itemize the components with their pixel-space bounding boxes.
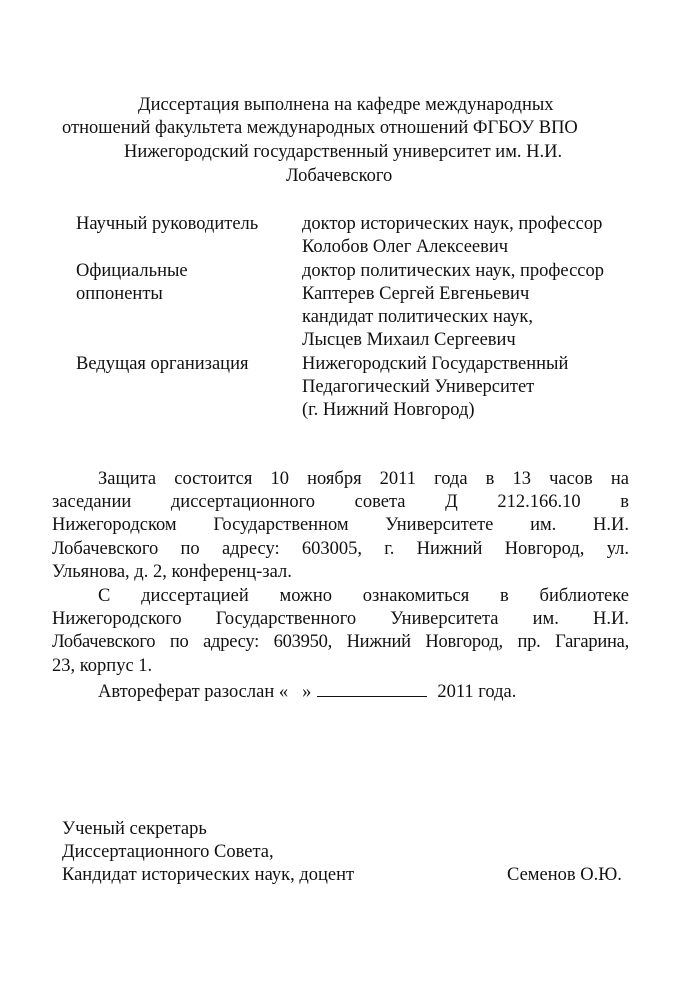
heading-line-2: отношений факультета международных отношений ФГБОУ ВПО [62, 118, 578, 138]
mailing-suffix: 2011 года. [437, 682, 517, 702]
opponent-2-degree: кандидат политических наук, [302, 307, 533, 327]
opponent-1-name: Каптерев Сергей Евгеньевич [302, 284, 530, 304]
mailing-line [98, 678, 516, 704]
opponents-label-line-1: Официальные [76, 261, 188, 281]
signature-line-2: Диссертационного Совета, [62, 842, 274, 862]
heading-line-4: Лобачевского [286, 166, 393, 186]
mailing-prefix: Автореферат разослан « [98, 682, 289, 702]
org-line-3: (г. Нижний Новгород) [302, 400, 475, 420]
defense-line-5: Ульянова, д. 2, конференц-зал. [52, 562, 292, 582]
mailing-middle: » [302, 682, 312, 702]
opponent-1-degree: доктор политических наук, профессор [302, 261, 604, 281]
signature-line-1: Ученый секретарь [62, 819, 207, 839]
opponent-2-name: Лысцев Михаил Сергеевич [302, 330, 516, 350]
defense-line-1: Защита состоится 10 ноября 2011 года в 13 часов на [98, 469, 629, 489]
signature-line-3: Кандидат исторических наук, доцент [62, 865, 355, 885]
supervisor-name: Колобов Олег Алексеевич [302, 237, 509, 257]
supervisor-degree: доктор исторических наук, профессор [302, 214, 603, 234]
library-line-3: Лобачевского по адресу: 603950, Нижний Новгород, пр. Гагарина, [52, 632, 629, 652]
heading-line-3: Нижегородский государственный университет им. Н.И. [124, 142, 563, 162]
library-line-1: С диссертацией можно ознакомиться в библиотеке [98, 586, 629, 606]
supervisor-label: Научный руководитель [76, 214, 259, 234]
defense-line-3: Нижегородском Государственном Университете им. Н.И. [52, 515, 629, 535]
signature-name: Семенов О.Ю. [507, 865, 622, 885]
heading-line-1: Диссертация выполнена на кафедре международных [138, 95, 554, 115]
org-line-1: Нижегородский Государственный [302, 354, 569, 374]
defense-line-4: Лобачевского по адресу: 603005, г. Нижний Новгород, ул. [52, 539, 629, 559]
date-blank-line [317, 678, 427, 697]
opponents-label-line-2: оппоненты [76, 284, 163, 304]
library-line-2: Нижегородского Государственного Университета им. Н.И. [52, 609, 629, 629]
library-line-4: 23, корпус 1. [52, 656, 153, 676]
org-line-2: Педагогический Университет [302, 377, 535, 397]
defense-line-2: заседании диссертационного совета Д 212.166.10 в [52, 492, 629, 512]
org-label: Ведущая организация [76, 354, 249, 374]
